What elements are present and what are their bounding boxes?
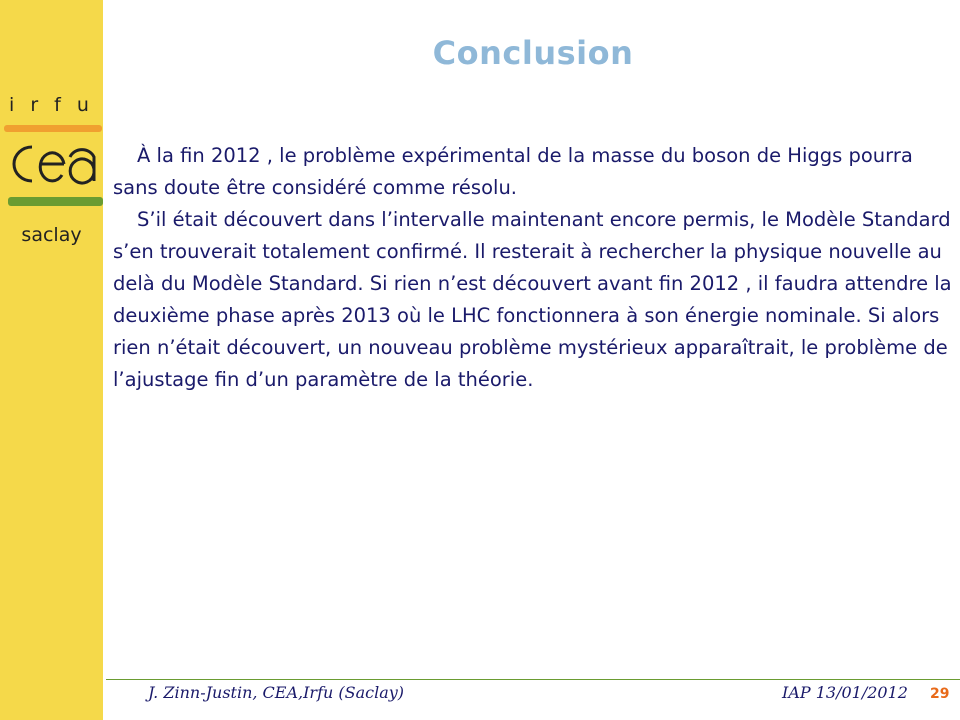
slide-body (113, 140, 953, 396)
orange-bar (4, 125, 102, 132)
saclay-label: saclay (21, 224, 82, 246)
footer-divider (106, 679, 960, 680)
page-number: 29 (930, 686, 950, 702)
irfu-label: i r f u (9, 94, 94, 116)
paragraph: S’il était découvert dans l’intervalle maintenant encore permis, le Modèle Standard s’en trouverait totalement confirmé. Il resterait à rechercher la physique nouvelle au delà du Modèle Standard. Si rien n’est découvert avant fin 2012 , il faudra attendre la deuxième phase après 2013 où le LHC fonctionnera à son énergie nominale. Si alors rien n’était découvert, un nouveau problème mystérieux apparaîtrait, le problème de l’ajustage fin d’un paramètre de la théorie. (113, 208, 952, 391)
footer-event: IAP 13/01/2012 (782, 683, 908, 702)
cea-logo (2, 135, 102, 193)
footer-author: J. Zinn-Justin, CEA,Irfu (Saclay) (148, 683, 405, 702)
paragraph: À la fin 2012 , le problème expérimental de la masse du boson de Higgs pourra sans doute être considéré comme résolu. (113, 144, 913, 199)
sidebar-edge (103, 0, 106, 720)
slide-title: Conclusion (432, 34, 634, 72)
green-bar (8, 197, 103, 206)
